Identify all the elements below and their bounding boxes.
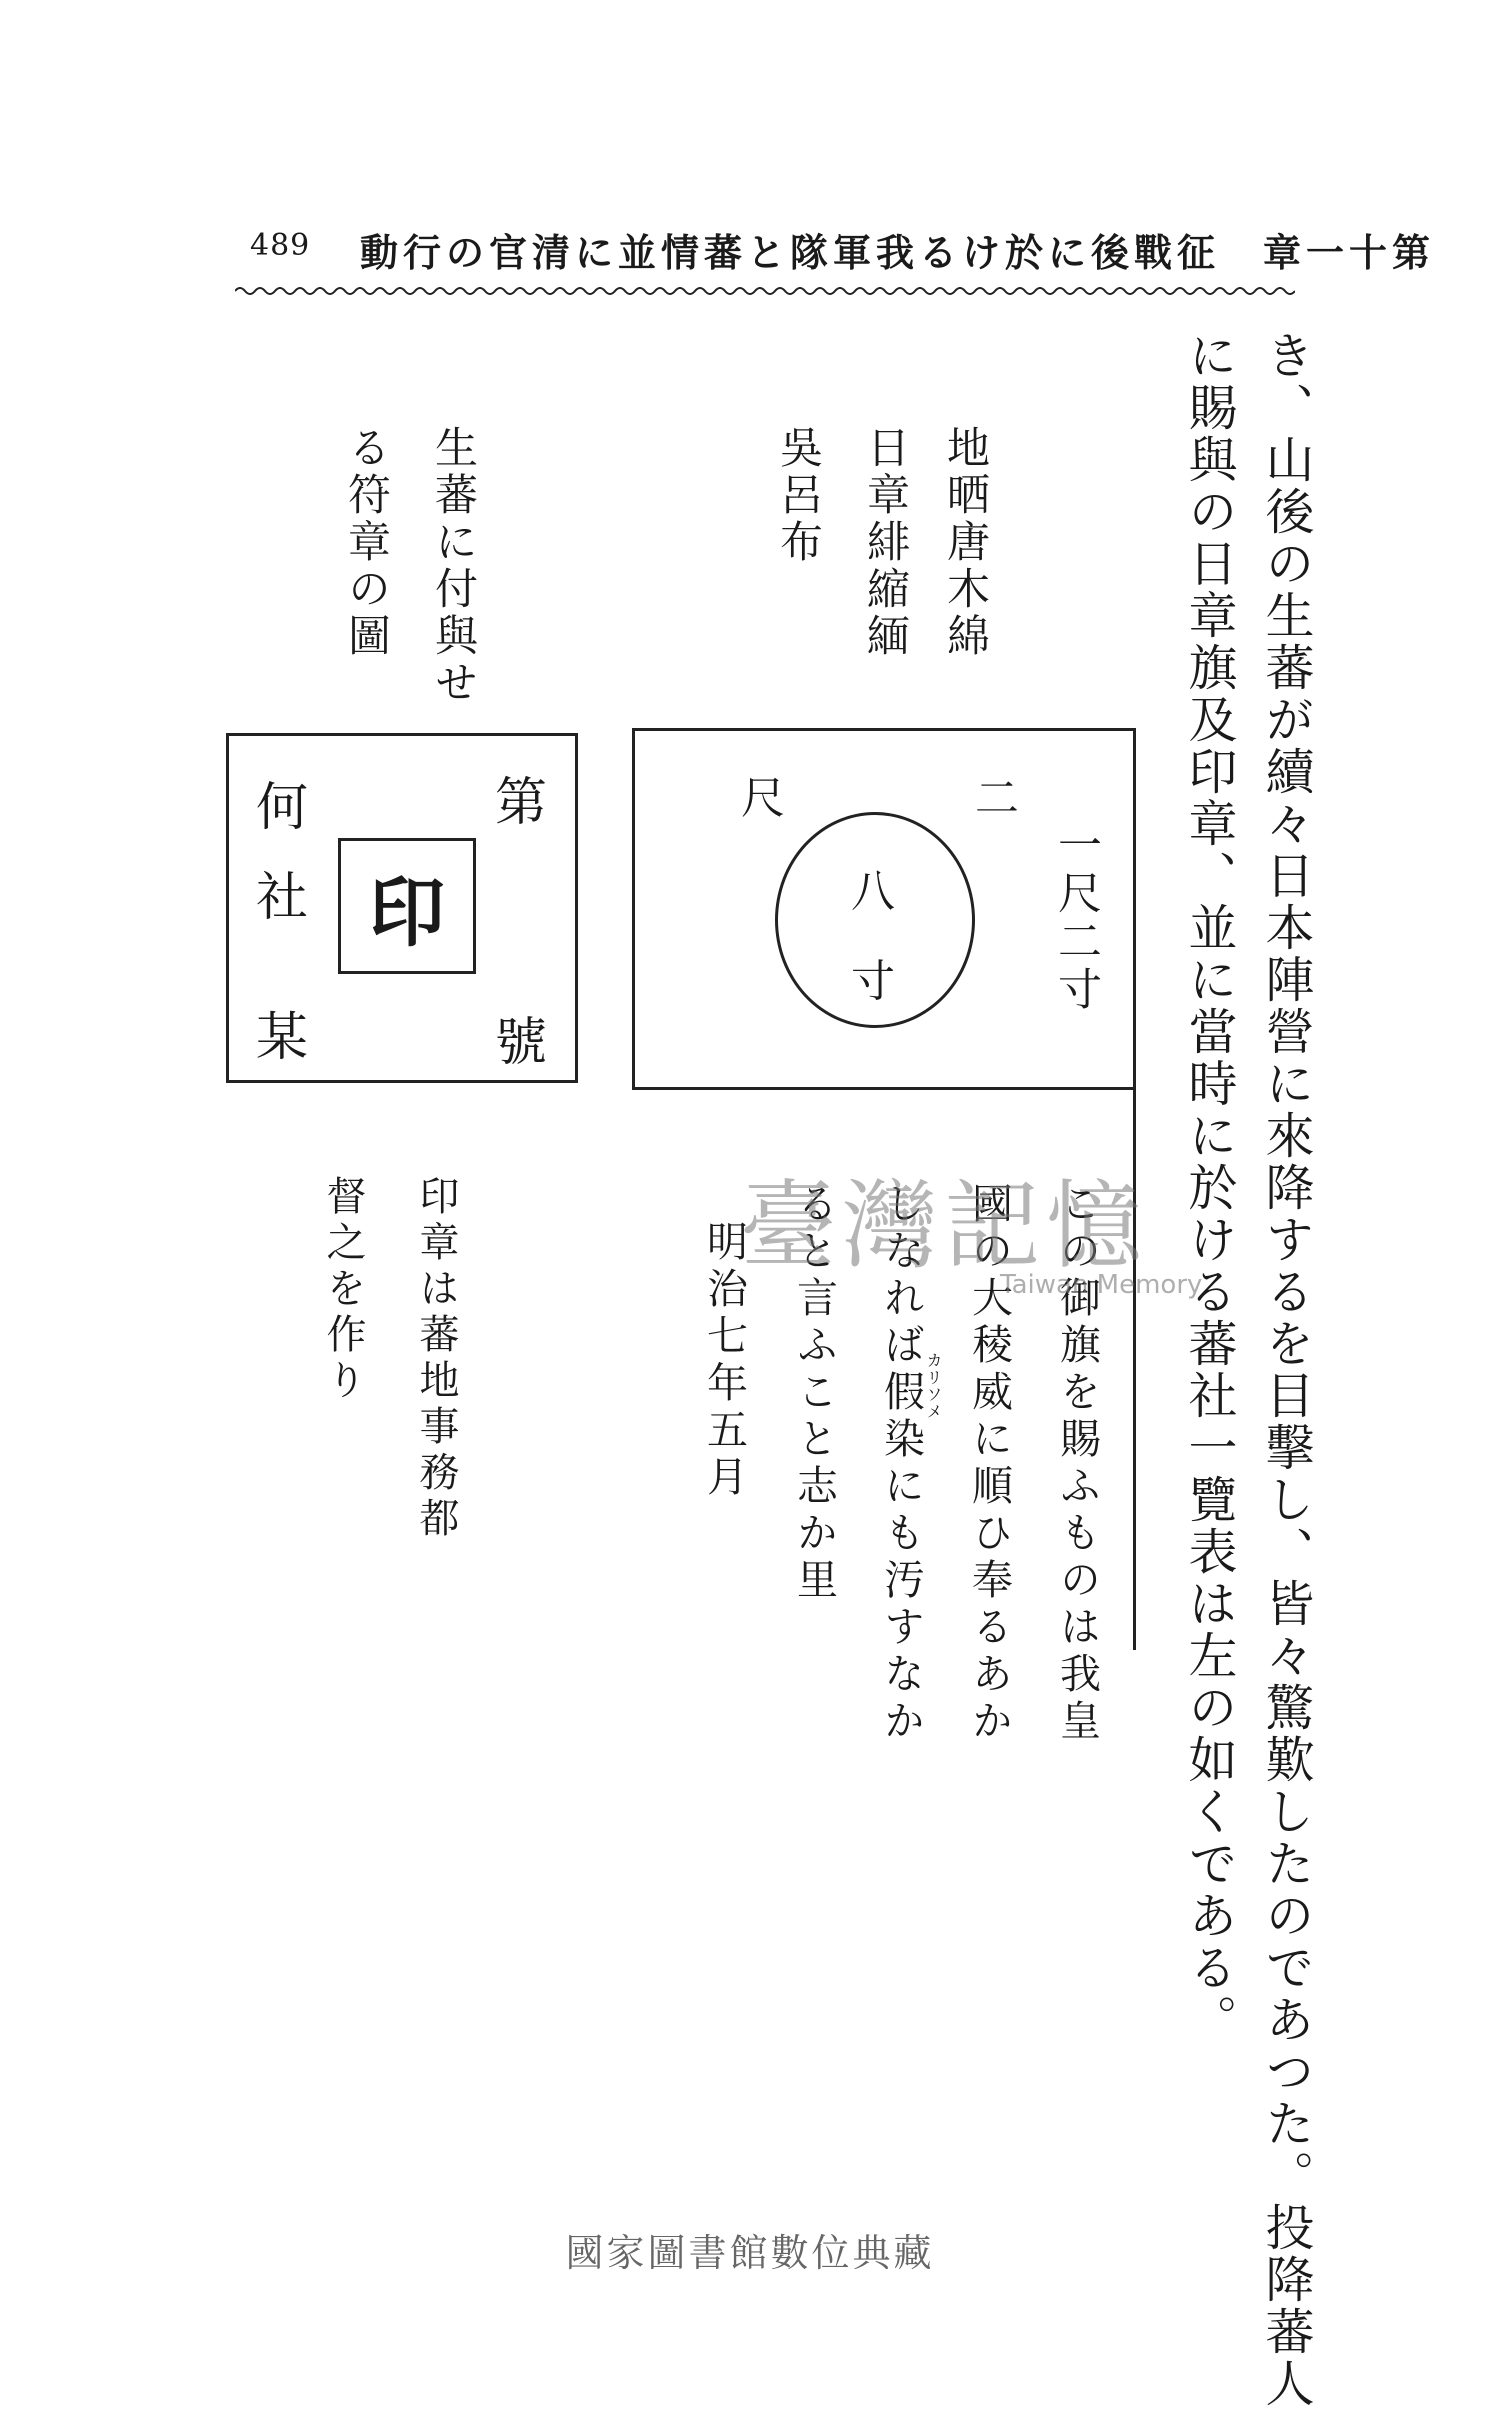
seal-caption-line-2: る符章の圖 (341, 425, 391, 660)
flag-width-label-2: 尺 (741, 773, 785, 824)
running-title: 第十一章 征戰後に於ける我軍隊と蕃情並に清官の行動 (360, 230, 1436, 275)
seal-center-stamp: 印 (338, 838, 476, 974)
edict-line-4: ると言ふこと志か里 (790, 1182, 838, 1605)
flag-width-label-1: 二 (975, 773, 1019, 824)
disc-label-1: 八 (851, 866, 895, 917)
cloth-item-1: 地晒唐木綿 (940, 425, 990, 660)
seal-char-sha: 社 (256, 868, 309, 928)
flag-height-label: 一尺二寸 (1050, 822, 1101, 1014)
seal-char-go: 號 (495, 1013, 548, 1073)
seal-char-dai: 第 (495, 773, 548, 833)
page-number: 489 (250, 228, 311, 263)
disc-label-2: 寸 (851, 956, 895, 1007)
footer-credit: 國家圖書館數位典藏 (565, 2231, 935, 2275)
header-rule (235, 284, 1295, 298)
edict-ruby: カリソメ (924, 1352, 943, 1420)
seal-caption-line-1: 生蕃に付與せ (428, 425, 478, 707)
seal-char-nani: 何 (256, 778, 309, 838)
seal-char-bou: 某 (256, 1008, 309, 1068)
watermark-subtitle: Taiwan Memory (1000, 1270, 1203, 1300)
edict-line-2: 國の大稜威に順ひ奉るあか (965, 1182, 1013, 1746)
watermark-logo: 臺灣記憶 (740, 1170, 1148, 1282)
cloth-item-3: 吳呂布 (773, 425, 823, 566)
cloth-item-2: 日章緋縮緬 (860, 425, 910, 660)
seal-note-line-1: 印章は蕃地事務都 (413, 1175, 459, 1543)
edict-line-1: この御旗を賜ふものは我皇 (1053, 1182, 1101, 1746)
edict-line-3: しなれば假染にも汚すなか (877, 1182, 925, 1746)
seal-note-line-2: 督之を作り (320, 1175, 366, 1405)
body-text-column-2: に賜與の日章旗及印章、並に當時に於ける蕃社一覽表は左の如くである。 (1181, 330, 1238, 2046)
edict-date: 明治七年五月 (700, 1220, 748, 1502)
body-text-column-1: き、山後の生蕃が續々日本陣營に來降するを目擊し、皆々驚歎したのであつた。投降蕃人 (1258, 330, 1315, 2410)
